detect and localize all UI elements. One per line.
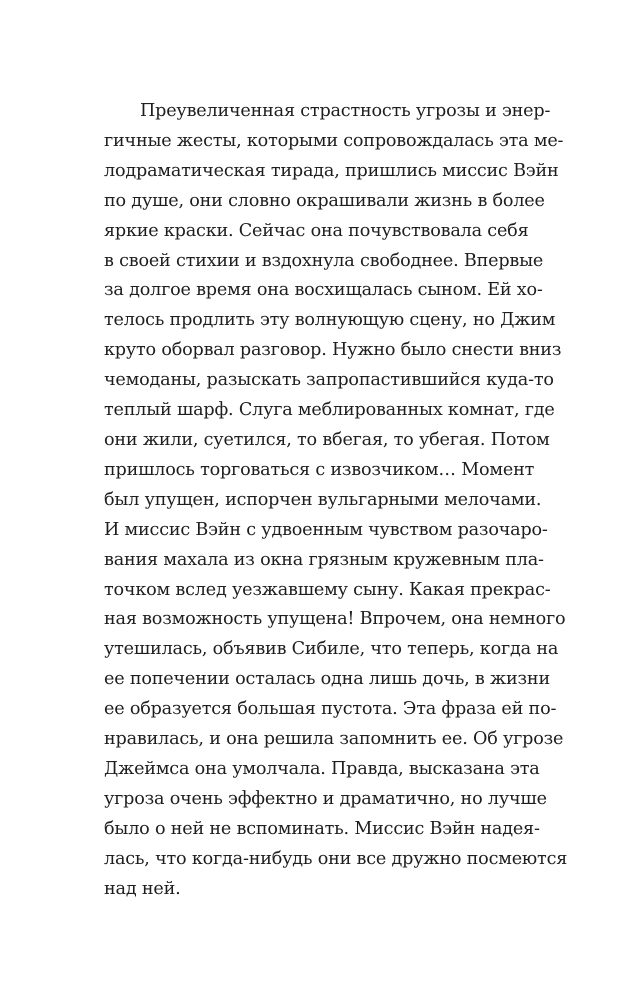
text-line: ее попечении осталась одна лишь дочь, в жизни <box>104 669 550 690</box>
text-line: был упущен, испорчен вульгарными мелочами. <box>104 489 542 510</box>
text-line: И миссис Вэйн с удвоенным чувством разочаро- <box>104 519 548 540</box>
text-line: за долгое время она восхищалась сыном. Ей хо- <box>104 280 543 301</box>
text-line: ная возможность упущена! Впрочем, она немного <box>104 609 566 630</box>
text-line: Джеймса она умолчала. Правда, высказана эта <box>104 758 540 779</box>
paragraph <box>104 97 568 904</box>
text-line: утешилась, объявив Сибиле, что теперь, когда на <box>104 639 559 660</box>
text-line: в своей стихии и вздохнула свободнее. Впервые <box>104 250 544 271</box>
text-line: теплый шарф. Слуга меблированных комнат, где <box>104 400 555 421</box>
text-line: точком вслед уезжавшему сыну. Какая прекрас- <box>104 579 551 600</box>
text-line: пришлось торговаться с извозчиком… Момент <box>104 459 535 480</box>
text-line: лодраматическая тирада, пришлись миссис Вэйн <box>104 160 559 181</box>
text-line: было о ней не вспоминать. Миссис Вэйн надея- <box>104 818 540 839</box>
text-line: круто оборвал разговор. Нужно было снести вниз <box>104 340 562 361</box>
text-line: ее образуется большая пустота. Эта фраза ей по- <box>104 699 557 720</box>
text-line: Преувеличенная страстность угрозы и энер- <box>140 101 551 121</box>
text-line: вания махала из окна грязным кружевным пла- <box>104 549 544 570</box>
text-line: яркие краски. Сейчас она почувствовала себя <box>104 220 529 241</box>
text-line: по душе, они словно окрашивали жизнь в более <box>104 190 545 211</box>
text-line: угроза очень эффектно и драматично, но лучше <box>104 788 547 809</box>
text-line: нравилась, и она решила запомнить ее. Об угрозе <box>104 729 564 750</box>
text-line: телось продлить эту волнующую сцену, но Джим <box>104 310 556 331</box>
text-line: гичные жесты, которыми сопровождалась эта ме- <box>104 130 564 151</box>
text-line: они жили, суетился, то вбегая, то убегая. Потом <box>104 429 550 450</box>
text-line: над ней. <box>104 878 181 899</box>
text-line: чемоданы, разыскать запропастившийся куда-то <box>104 370 554 391</box>
text-line: лась, что когда-нибудь они все дружно посмеются <box>104 848 568 869</box>
